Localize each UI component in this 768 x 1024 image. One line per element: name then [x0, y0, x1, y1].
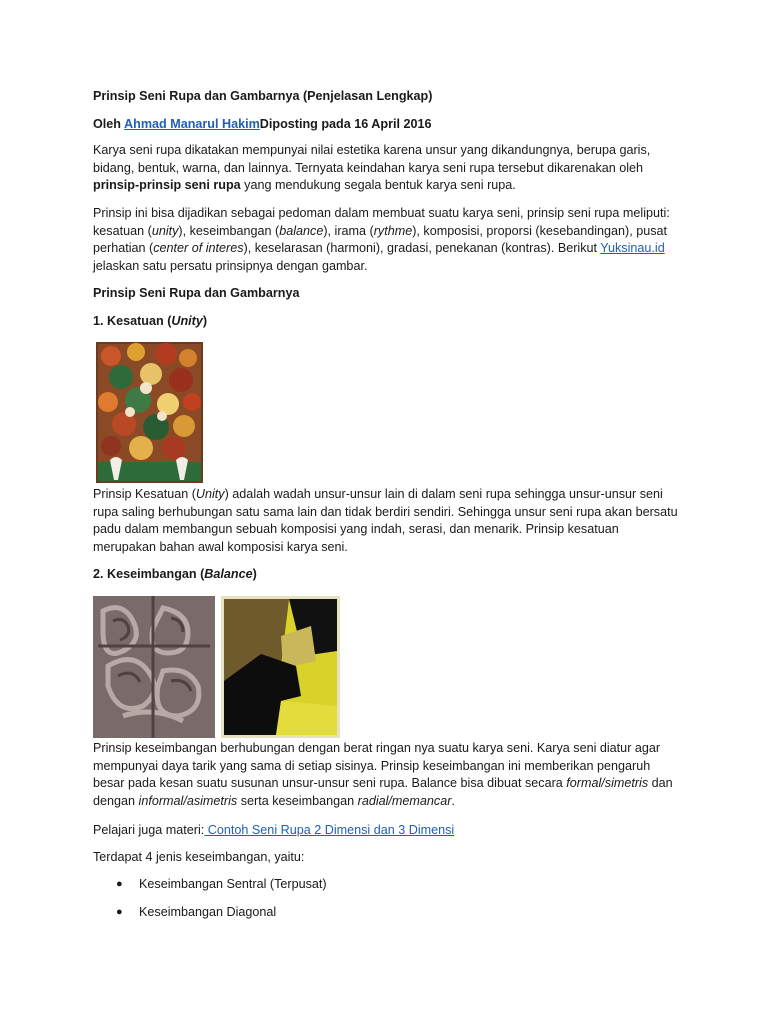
- para2-text: ), keselarasan (harmoni), gradasi, penekanan (kontras). Berikut: [243, 241, 601, 256]
- para1-text: Karya seni rupa dikatakan mempunyai nilai estetika karena unsur yang dikandungnya, berupa garis, bidang, bentuk, warna, dan lainnya. Ternyata keindahan karya seni rupa tersebut dikarenakan oleh: [93, 143, 651, 175]
- para4-italic: informal/asimetris: [138, 793, 238, 808]
- heading-text: 1. Kesatuan (: [93, 314, 172, 328]
- para4-italic: formal/simetris: [566, 776, 649, 791]
- author-link[interactable]: Ahmad Manarul Hakim: [124, 117, 260, 131]
- unity-painting-image: [96, 342, 203, 483]
- learn-more: [93, 822, 454, 840]
- para2-text: ), komposisi, proporsi (kesebandingan), pusat perhatian (: [93, 223, 668, 256]
- para2-text: jelaskan satu persatu prinsipnya dengan gambar.: [93, 258, 368, 273]
- para3-text: ) adalah wadah unsur-unsur lain di dalam seni rupa sehingga unsur-unsur seni rupa saling berhubungan satu sama lain dan tidak berdiri sendiri. Sehingga unsur seni rupa akan bersatu padu dalam membangun sebuah komposisi yang indah, serasi, dan menarik. Prinsip kesatuan merupakan bahan awal komposisi karya seni.: [93, 487, 678, 554]
- para1-text-end: yang mendukung segala bentuk karya seni rupa.: [240, 178, 516, 193]
- byline-prefix: Oleh: [93, 117, 125, 131]
- list-item: [113, 904, 327, 932]
- intro-paragraph: [93, 142, 683, 195]
- para2-italic: rythme: [373, 223, 413, 238]
- para4-text: serta keseimbangan: [237, 793, 358, 808]
- list-intro: Terdapat 4 jenis keseimbangan, yaitu:: [93, 850, 305, 864]
- para3-text: Prinsip Kesatuan (: [93, 487, 196, 501]
- balance-types-list: [113, 876, 327, 932]
- heading-text: 2. Keseimbangan (: [93, 567, 205, 581]
- para4-text: dan dengan: [93, 776, 673, 808]
- learn-prefix: Pelajari juga materi:: [93, 823, 205, 837]
- para2-italic: center of interes: [153, 241, 244, 256]
- para2-text: Prinsip ini bisa dijadikan sebagai pedoman dalam membuat suatu karya seni, prinsip seni rupa meliputi: kesatuan (: [93, 206, 670, 238]
- page-title: Prinsip Seni Rupa dan Gambarnya (Penjelasan Lengkap): [93, 89, 433, 103]
- heading-kesatuan: [93, 313, 207, 331]
- para3-italic: Unity: [195, 487, 225, 501]
- byline: [93, 116, 432, 134]
- list-item-label: Keseimbangan Sentral (Terpusat): [139, 877, 327, 891]
- para2-text: ), irama (: [323, 223, 374, 238]
- heading-keseimbangan: [93, 566, 257, 584]
- yuksinau-link[interactable]: Yuksinau.id: [600, 241, 665, 256]
- list-item: [113, 876, 327, 904]
- heading-italic: Balance: [204, 567, 253, 581]
- heading-italic: Unity: [171, 314, 203, 328]
- heading-close: ): [202, 314, 208, 328]
- bullet-icon: ●: [116, 906, 123, 918]
- section-heading: Prinsip Seni Rupa dan Gambarnya: [93, 286, 300, 300]
- para2-text: ), keseimbangan (: [178, 223, 280, 238]
- para1-bold: prinsip-prinsip seni rupa: [93, 178, 241, 193]
- bullet-icon: ●: [116, 878, 123, 890]
- unity-paragraph: [93, 486, 683, 556]
- para2-italic: unity: [151, 223, 179, 238]
- list-item-label: Keseimbangan Diagonal: [139, 905, 277, 919]
- related-material-link[interactable]: Contoh Seni Rupa 2 Dimensi dan 3 Dimensi: [204, 823, 455, 837]
- heading-close: ): [252, 567, 257, 581]
- para4-italic: radial/memancar: [357, 793, 452, 808]
- principles-paragraph: [93, 205, 683, 275]
- carved-relief-image: [93, 596, 215, 738]
- para2-italic: balance: [279, 223, 324, 238]
- para4-text: .: [451, 793, 455, 808]
- posted-date: Diposting pada 16 April 2016: [259, 117, 432, 131]
- abstract-asymmetric-image: [221, 596, 340, 738]
- balance-paragraph: [93, 740, 683, 810]
- para4-text: Prinsip keseimbangan berhubungan dengan berat ringan nya suatu karya seni. Karya seni diatur agar mempunyai daya tarik yang sama di setiap sisinya. Prinsip keseimbangan ini memberikan pengaruh besar pada kesan suatu susunan unsur-unsur seni rupa. Balance bisa dibuat secara: [93, 741, 661, 791]
